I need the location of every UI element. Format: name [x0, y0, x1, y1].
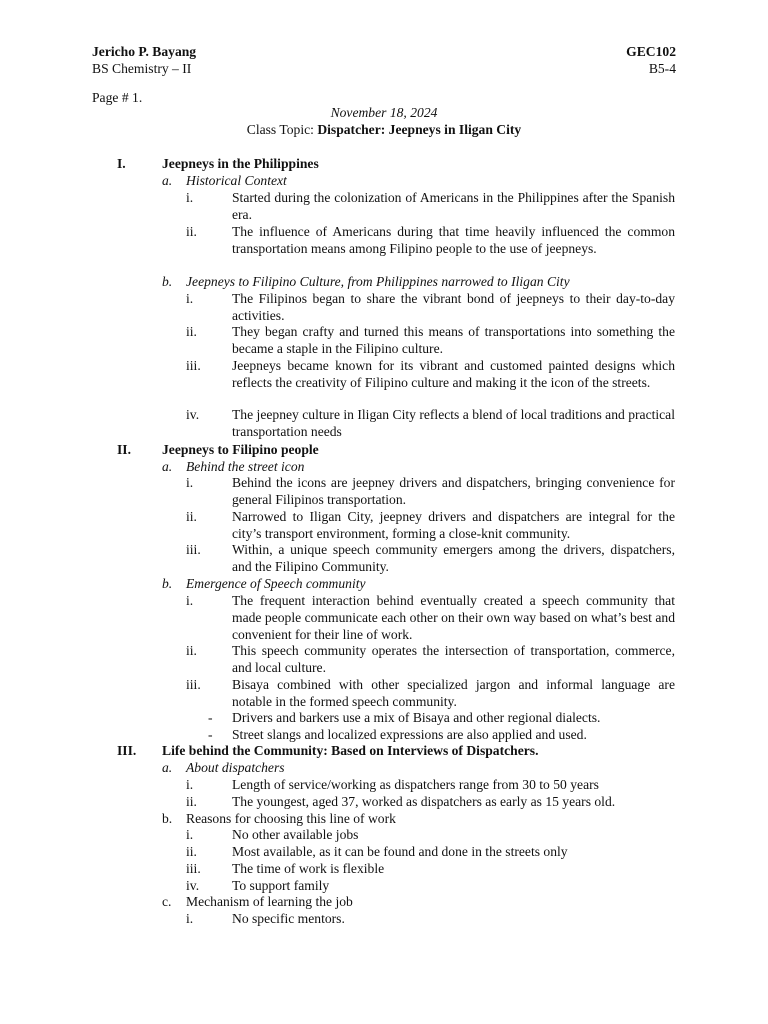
bullet-dash: -: [208, 727, 213, 742]
item-number: iii.: [186, 861, 201, 876]
item-text: The influence of Americans during that time heavily influenced the common transportation means among Filipino people to the use of jeepneys.: [232, 224, 675, 256]
item-number: i.: [186, 475, 194, 490]
bullet-text: Drivers and barkers use a mix of Bisaya and other regional dialects.: [232, 710, 601, 725]
course-code: GEC102: [626, 44, 676, 59]
item-text: No other available jobs: [232, 827, 359, 842]
document-date: November 18, 2024: [330, 105, 438, 120]
item-text: Jeepneys became known for its vibrant and customed painted designs which reflects the creativity of Filipino culture and making it the icon of the streets.: [232, 358, 675, 390]
class-topic-title: Dispatcher: Jeepneys in Iligan City: [317, 122, 522, 137]
item-number: ii.: [186, 794, 197, 809]
subsection-title: Reasons for choosing this line of work: [186, 811, 396, 826]
item-number: ii.: [186, 643, 197, 658]
item-number: i.: [186, 911, 194, 926]
item-number: ii.: [186, 324, 197, 339]
section: B5-4: [648, 61, 676, 76]
item-number: iii.: [186, 677, 201, 692]
item-number: i.: [186, 777, 194, 792]
section-title: Life behind the Community: Based on Interviews of Dispatchers.: [162, 743, 539, 758]
subsection-letter: b.: [162, 576, 173, 591]
section-title: Jeepneys to Filipino people: [162, 442, 319, 457]
section-numeral: II.: [117, 442, 131, 457]
header-row-2: [92, 60, 676, 77]
item-number: iii.: [186, 358, 201, 373]
item-text: Within, a unique speech community emergers among the drivers, dispatchers, and the Filipino Community.: [232, 542, 675, 574]
item-number: ii.: [186, 844, 197, 859]
header-row-1: [92, 43, 676, 60]
item-number: ii.: [186, 224, 197, 239]
section-numeral: I.: [117, 156, 126, 171]
subsection-title: Behind the street icon: [186, 459, 305, 474]
item-text: No specific mentors.: [232, 911, 345, 926]
item-number: i.: [186, 190, 194, 205]
item-text: The time of work is flexible: [232, 861, 385, 876]
item-text: The jeepney culture in Iligan City reflects a blend of local traditions and practical transportation needs: [232, 407, 675, 439]
page-label: Page # 1.: [92, 90, 143, 105]
item-text: This speech community operates the intersection of transportation, commerce, and local culture.: [232, 643, 675, 675]
item-number: iv.: [186, 407, 200, 422]
subsection-title: Mechanism of learning the job: [186, 894, 353, 909]
item-text: To support family: [232, 878, 330, 893]
subsection-title: Emergence of Speech community: [186, 576, 366, 591]
item-number: iii.: [186, 542, 201, 557]
item-text: Most available, as it can be found and done in the streets only: [232, 844, 568, 859]
item-number: i.: [186, 827, 194, 842]
subsection-letter: b.: [162, 811, 173, 826]
item-text: The youngest, aged 37, worked as dispatchers as early as 15 years old.: [232, 794, 616, 809]
item-text: The frequent interaction behind eventually created a speech community that made people communicate each other on their own way based on what’s best and convenient for their line of work.: [232, 593, 675, 642]
subsection-letter: b.: [162, 274, 173, 289]
item-text: The Filipinos began to share the vibrant bond of jeepneys to their day-to-day activities.: [232, 291, 675, 323]
item-text: Length of service/working as dispatchers range from 30 to 50 years: [232, 777, 599, 792]
subsection-title: About dispatchers: [186, 760, 285, 775]
bullet-dash: -: [208, 710, 213, 725]
section-title: Jeepneys in the Philippines: [162, 156, 319, 171]
section-numeral: III.: [117, 743, 137, 758]
subsection-letter: c.: [162, 894, 172, 909]
item-text: Narrowed to Iligan City, jeepney drivers and dispatchers are integral for the city’s transport environment, forming a close-knit community.: [232, 509, 675, 541]
subsection-title: Jeepneys to Filipino Culture, from Philippines narrowed to Iligan City: [186, 274, 570, 289]
item-text: They began crafty and turned this means of transportations into something the became a staple in the Filipino culture.: [232, 324, 675, 356]
subsection-letter: a.: [162, 459, 173, 474]
subsection-letter: a.: [162, 173, 173, 188]
item-text: Bisaya combined with other specialized jargon and informal language are notable in the formed speech community.: [232, 677, 675, 709]
subsection-letter: a.: [162, 760, 173, 775]
author-name: Jericho P. Bayang: [92, 44, 197, 59]
item-text: Behind the icons are jeepney drivers and dispatchers, bringing convenience for general Filipinos transportation.: [232, 475, 675, 507]
item-number: ii.: [186, 509, 197, 524]
class-topic-prefix: Class Topic:: [246, 122, 318, 137]
item-number: iv.: [186, 878, 200, 893]
class-topic: [0, 121, 768, 138]
item-number: i.: [186, 593, 194, 608]
subsection-title: Historical Context: [186, 173, 287, 188]
item-number: i.: [186, 291, 194, 306]
program: BS Chemistry – II: [92, 61, 192, 76]
item-text: Started during the colonization of Americans in the Philippines after the Spanish era.: [232, 190, 675, 222]
bullet-text: Street slangs and localized expressions are also applied and used.: [232, 727, 587, 742]
